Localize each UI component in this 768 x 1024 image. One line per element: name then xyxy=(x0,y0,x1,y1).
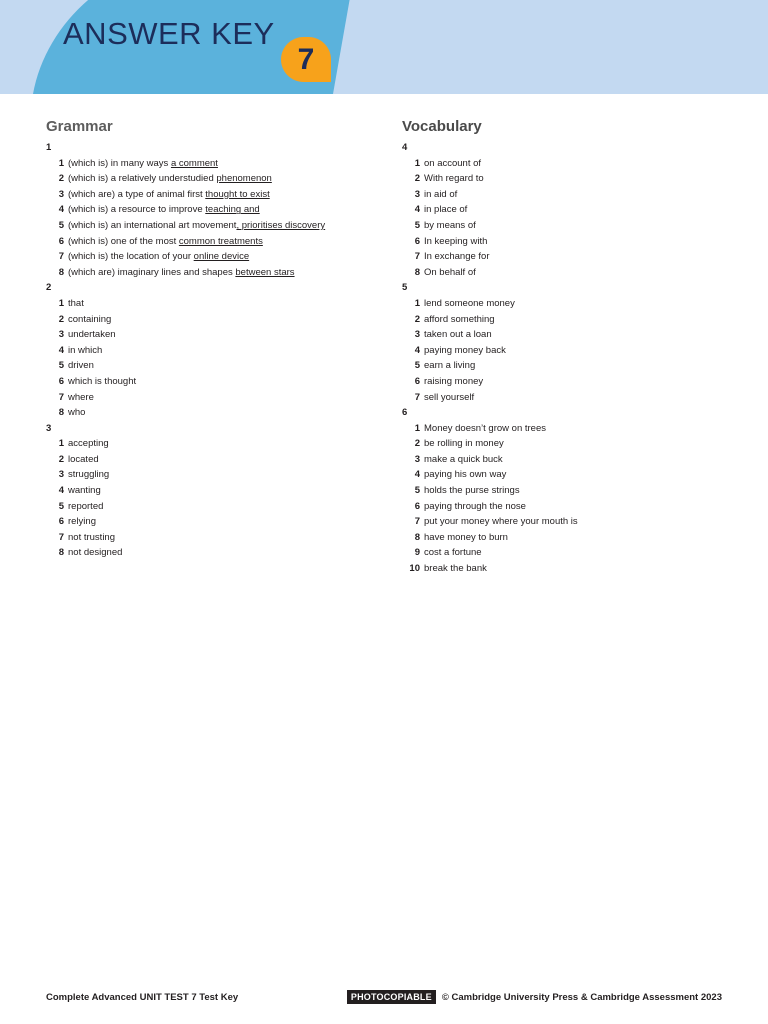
answer-text: in which xyxy=(68,344,103,356)
answer-item xyxy=(402,358,742,374)
answer-text: lend someone money xyxy=(424,297,515,309)
answer-text: relying xyxy=(68,516,96,528)
answer-text: put your money where your mouth is xyxy=(424,516,578,528)
answer-item xyxy=(402,218,742,234)
item-number: 2 xyxy=(58,453,64,465)
answer-underlined-text: between stars xyxy=(235,266,295,278)
answer-item xyxy=(46,218,386,234)
answer-text: raising money xyxy=(424,375,484,387)
item-number: 6 xyxy=(58,375,64,387)
item-number: 2 xyxy=(58,313,64,325)
item-number: 5 xyxy=(414,360,420,372)
answer-item xyxy=(402,327,742,343)
copyright-text: © Cambridge University Press & Cambridge Assessment 2023 xyxy=(441,991,722,1003)
item-number: 8 xyxy=(58,266,64,278)
answer-text: paying through the nose xyxy=(424,500,526,512)
item-number: 4 xyxy=(414,344,420,356)
answer-item xyxy=(46,156,386,172)
answer-item xyxy=(46,514,386,530)
item-number: 7 xyxy=(58,531,64,543)
answer-item xyxy=(46,249,386,265)
book-title: Complete Advanced UNIT TEST 7 Test Key xyxy=(46,992,239,1003)
item-number: 3 xyxy=(414,329,420,341)
answer-item xyxy=(46,483,386,499)
exercise-number: 3 xyxy=(46,422,52,434)
answer-text: (which is) the location of your xyxy=(68,251,194,263)
footer xyxy=(46,990,722,1006)
answer-item xyxy=(402,343,742,359)
answer-text: who xyxy=(68,407,86,419)
answer-item xyxy=(402,530,742,546)
item-number: 6 xyxy=(58,235,64,247)
item-number: 3 xyxy=(58,188,64,200)
answer-text: by means of xyxy=(424,219,476,231)
page-title: ANSWER KEY xyxy=(63,16,275,51)
answer-item xyxy=(46,467,386,483)
answer-underlined-text: online device xyxy=(193,251,250,263)
unit-number-badge: 7 xyxy=(281,37,331,82)
answer-text: in aid of xyxy=(424,188,458,200)
photocopiable-badge: PHOTOCOPIABLE xyxy=(347,990,436,1004)
exercise-number: 1 xyxy=(46,142,52,153)
item-number: 4 xyxy=(414,469,420,481)
item-number: 5 xyxy=(58,500,64,512)
answer-item xyxy=(402,265,742,281)
item-number: 1 xyxy=(414,157,420,169)
answer-item xyxy=(46,327,386,343)
answer-text: not designed xyxy=(68,547,123,559)
item-number: 6 xyxy=(414,235,420,247)
item-number: 6 xyxy=(58,516,64,528)
item-number: 1 xyxy=(58,157,64,169)
answer-text: holds the purse strings xyxy=(424,485,520,497)
answer-text: driven xyxy=(68,360,94,372)
answer-text: on account of xyxy=(424,157,482,169)
item-number: 6 xyxy=(414,375,420,387)
answer-item xyxy=(402,514,742,530)
item-number: 5 xyxy=(58,219,64,231)
item-number: 8 xyxy=(58,547,64,559)
item-number: 4 xyxy=(414,204,420,216)
header-banner xyxy=(0,0,768,94)
answer-item xyxy=(46,530,386,546)
answer-item xyxy=(402,312,742,328)
footer-right xyxy=(347,990,722,1004)
item-number: 5 xyxy=(414,219,420,231)
item-number: 1 xyxy=(414,422,420,434)
item-number: 3 xyxy=(58,469,64,481)
answer-text: in place of xyxy=(424,204,468,216)
grammar-heading: Grammar xyxy=(46,118,113,135)
item-number: 7 xyxy=(414,251,420,263)
answer-text: undertaken xyxy=(68,329,116,341)
answer-item xyxy=(402,171,742,187)
item-number: 1 xyxy=(58,438,64,450)
answer-text: accepting xyxy=(68,438,109,450)
item-number: 8 xyxy=(414,531,420,543)
item-number: 6 xyxy=(414,500,420,512)
item-number: 1 xyxy=(414,297,420,309)
answer-text: (which is) a resource to improve xyxy=(68,204,206,216)
item-number: 8 xyxy=(414,266,420,278)
answer-item xyxy=(402,249,742,265)
answer-text: taken out a loan xyxy=(424,329,492,341)
answer-item xyxy=(402,202,742,218)
answer-text: located xyxy=(68,453,99,465)
answer-text: reported xyxy=(68,500,104,512)
answer-text: With regard to xyxy=(424,173,484,185)
answer-item xyxy=(46,296,386,312)
answer-item xyxy=(402,374,742,390)
answer-item xyxy=(402,390,742,406)
answer-text: break the bank xyxy=(424,563,487,575)
answer-item xyxy=(402,467,742,483)
answer-text: (which is) in many ways xyxy=(68,157,171,169)
answer-item xyxy=(46,499,386,515)
answer-item xyxy=(46,202,386,218)
answer-underlined-text: phenomenon xyxy=(216,173,272,185)
answer-text: make a quick buck xyxy=(424,453,503,465)
item-number: 7 xyxy=(58,391,64,403)
answer-item xyxy=(46,312,386,328)
item-number: 8 xyxy=(58,407,64,419)
answer-text: (which is) an international art movement xyxy=(68,219,237,231)
vocabulary-heading: Vocabulary xyxy=(402,118,482,135)
answer-item xyxy=(402,156,742,172)
answer-text: containing xyxy=(68,313,112,325)
vocabulary-exercises xyxy=(402,140,742,577)
answer-underlined-text: teaching and xyxy=(205,204,260,216)
answer-item xyxy=(46,545,386,561)
answer-text: (which are) imaginary lines and shapes xyxy=(68,266,236,278)
item-number: 7 xyxy=(414,391,420,403)
item-number: 5 xyxy=(414,485,420,497)
answer-text: On behalf of xyxy=(424,266,476,278)
item-number: 3 xyxy=(58,329,64,341)
answer-item xyxy=(46,265,386,281)
item-number: 2 xyxy=(414,173,420,185)
item-number: 2 xyxy=(58,173,64,185)
answer-item xyxy=(402,483,742,499)
item-number: 4 xyxy=(58,344,64,356)
answer-text: In exchange for xyxy=(424,251,490,263)
item-number: 4 xyxy=(58,485,64,497)
vocabulary-column xyxy=(402,116,742,577)
item-number: 3 xyxy=(414,188,420,200)
answer-item xyxy=(46,390,386,406)
answer-text: (which is) one of the most xyxy=(68,235,179,247)
answer-text: (which are) a type of animal first xyxy=(68,188,206,200)
item-number: 7 xyxy=(414,516,420,528)
exercise-number: 5 xyxy=(402,282,408,294)
answer-item xyxy=(46,374,386,390)
answer-text: (which is) a relatively understudied xyxy=(68,173,217,185)
answer-text: cost a fortune xyxy=(424,547,482,559)
answer-item xyxy=(402,545,742,561)
item-number: 2 xyxy=(414,438,420,450)
answer-text: In keeping with xyxy=(424,235,488,247)
answer-item xyxy=(402,234,742,250)
answer-item xyxy=(46,436,386,452)
answer-item xyxy=(402,452,742,468)
item-number: 2 xyxy=(414,313,420,325)
answer-item xyxy=(46,234,386,250)
answer-item xyxy=(46,358,386,374)
answer-text: not trusting xyxy=(68,531,115,543)
item-number: 9 xyxy=(414,547,420,559)
exercise-number: 4 xyxy=(402,142,408,153)
answer-text: struggling xyxy=(68,469,110,481)
answer-item xyxy=(402,296,742,312)
answer-text: have money to burn xyxy=(424,531,508,543)
answer-text: paying money back xyxy=(424,344,506,356)
exercise-number: 6 xyxy=(402,407,408,419)
answer-item xyxy=(46,343,386,359)
item-number: 3 xyxy=(414,453,420,465)
answer-item xyxy=(402,436,742,452)
grammar-exercises xyxy=(46,140,386,561)
answer-text: sell yourself xyxy=(424,391,475,403)
answer-text: that xyxy=(68,297,84,309)
grammar-column xyxy=(46,116,386,561)
item-number: 4 xyxy=(58,204,64,216)
answer-text: where xyxy=(68,391,94,403)
answer-item xyxy=(402,561,742,577)
answer-underlined-text: a comment xyxy=(170,157,218,169)
item-number: 1 xyxy=(58,297,64,309)
item-number: 7 xyxy=(58,251,64,263)
answer-item xyxy=(46,187,386,203)
item-number: 10 xyxy=(409,563,420,575)
answer-item xyxy=(402,187,742,203)
answer-underlined-text: , prioritises discovery xyxy=(236,219,326,231)
answer-text: Money doesn’t grow on trees xyxy=(424,422,546,434)
answer-text: paying his own way xyxy=(424,469,507,481)
answer-item xyxy=(46,171,386,187)
answer-text: afford something xyxy=(424,313,495,325)
answer-text: which is thought xyxy=(68,375,137,387)
answer-item xyxy=(46,405,386,421)
answer-text: wanting xyxy=(68,485,101,497)
item-number: 5 xyxy=(58,360,64,372)
answer-item xyxy=(46,452,386,468)
exercise-number: 2 xyxy=(46,282,52,294)
answer-underlined-text: common treatments xyxy=(178,235,263,247)
answer-item xyxy=(402,421,742,437)
answer-text: be rolling in money xyxy=(424,438,504,450)
answer-text: earn a living xyxy=(424,360,476,372)
answer-underlined-text: thought to exist xyxy=(205,188,270,200)
answer-item xyxy=(402,499,742,515)
